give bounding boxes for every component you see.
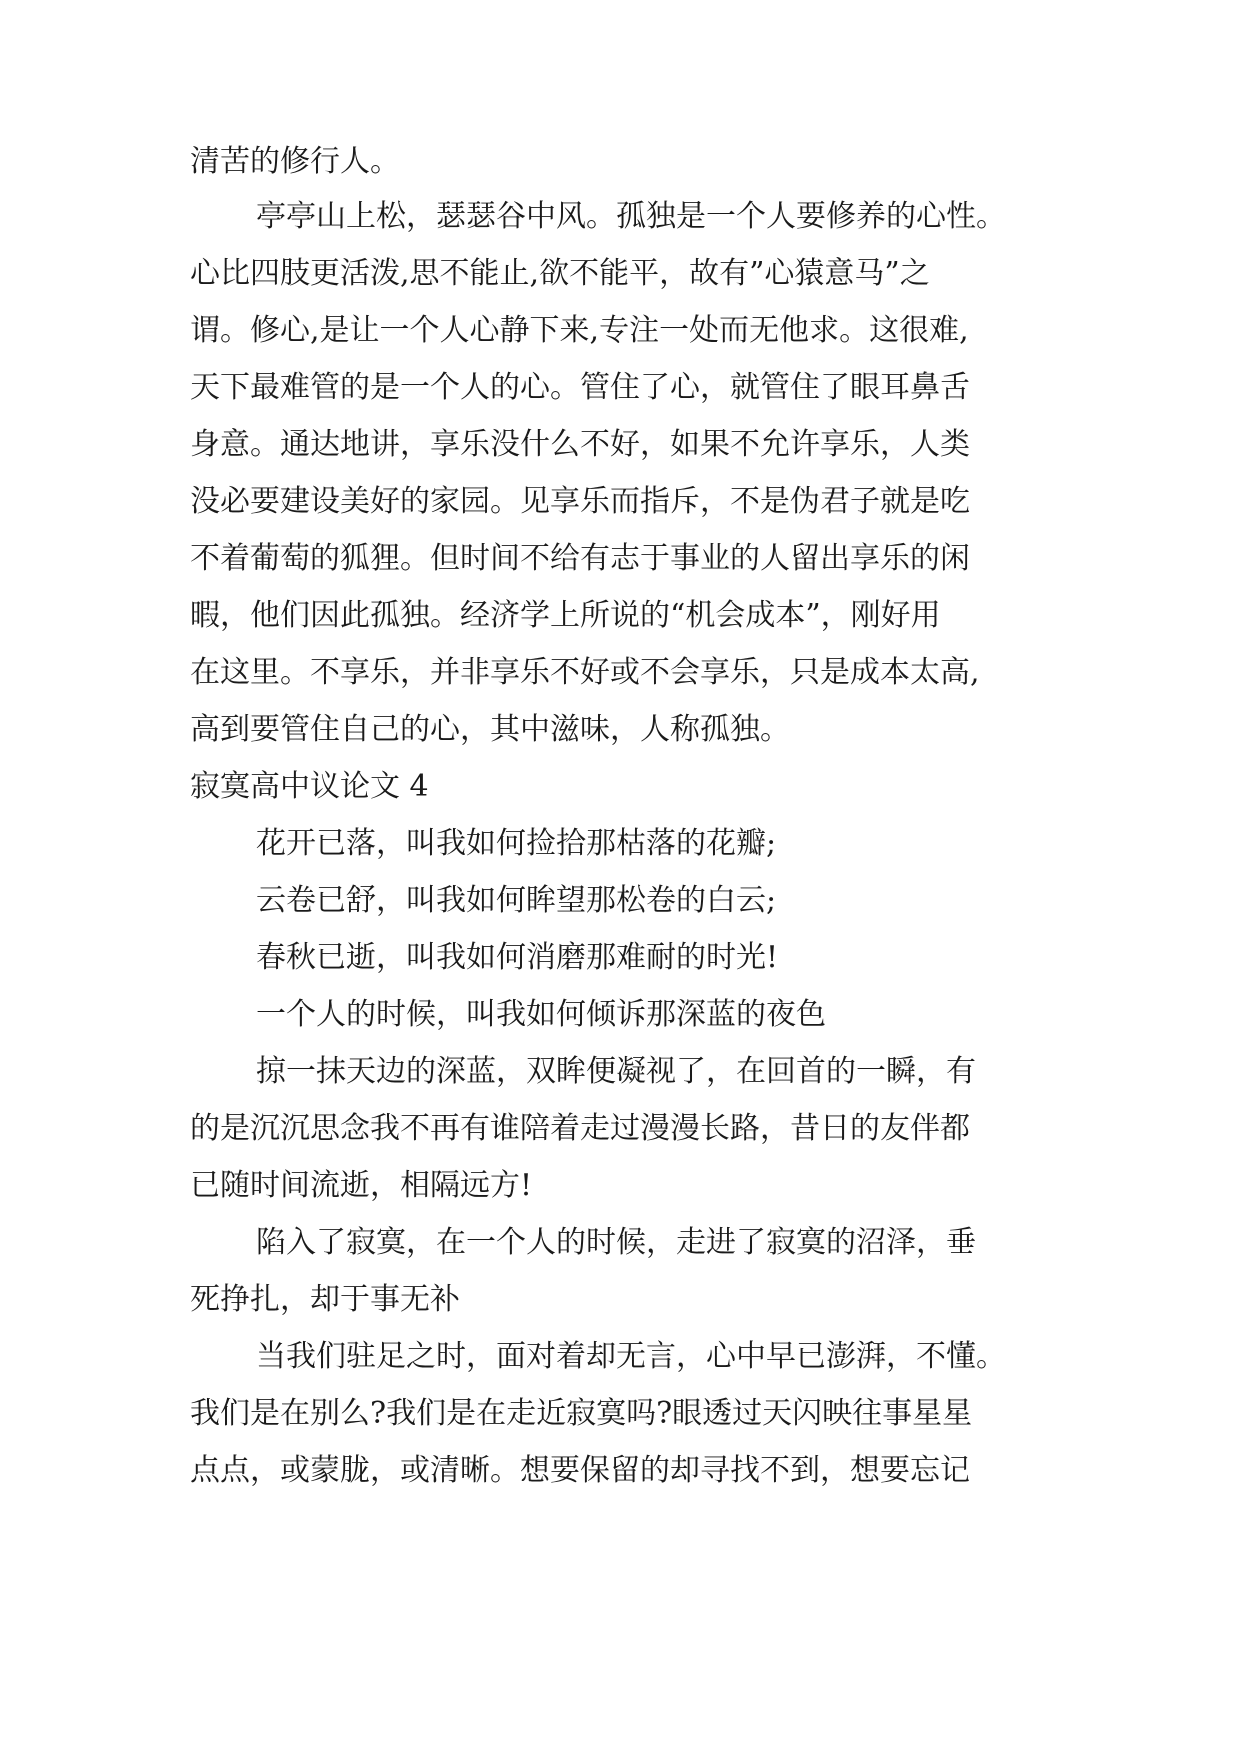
section-heading: 寂寞高中议论文 4 — [190, 769, 429, 804]
paragraph-line: 清苦的修行人。 — [190, 144, 400, 179]
poem-line: 云卷已舒，叫我如何眸望那松卷的白云; — [256, 883, 777, 918]
paragraph-line: 身意。通达地讲，享乐没什么不好，如果不允许享乐，人类 — [190, 427, 970, 462]
paragraph-line: 没必要建设美好的家园。见享乐而指斥，不是伪君子就是吃 — [190, 484, 970, 519]
paragraph-line: 天下最难管的是一个人的心。管住了心，就管住了眼耳鼻舌 — [190, 370, 970, 405]
paragraph-line: 心比四肢更活泼,思不能止,欲不能平，故有”心猿意马”之 — [190, 256, 930, 291]
paragraph-line: 我们是在别么?我们是在走近寂寞吗?眼透过天闪映往事星星 — [190, 1396, 973, 1431]
paragraph-line: 已随时间流逝，相隔远方! — [190, 1168, 533, 1203]
paragraph-line: 陷入了寂寞，在一个人的时候，走进了寂寞的沼泽，垂 — [256, 1225, 976, 1260]
paragraph-line: 死挣扎，却于事无补 — [190, 1282, 460, 1317]
paragraph-line: 暇，他们因此孤独。经济学上所说的“机会成本”，刚好用 — [190, 598, 941, 633]
paragraph-line: 点点，或蒙胧，或清晰。想要保留的却寻找不到，想要忘记 — [190, 1453, 970, 1488]
paragraph-line: 高到要管住自己的心，其中滋味，人称孤独。 — [190, 712, 790, 747]
poem-line: 春秋已逝，叫我如何消磨那难耐的时光! — [256, 940, 779, 975]
paragraph-line: 当我们驻足之时，面对着却无言，心中早已澎湃，不懂。 — [256, 1339, 1006, 1374]
paragraph-line: 亭亭山上松，瑟瑟谷中风。孤独是一个人要修养的心性。 — [256, 199, 1006, 234]
poem-line: 一个人的时候，叫我如何倾诉那深蓝的夜色 — [256, 997, 826, 1032]
paragraph-line: 谓。修心,是让一个人心静下来,专注一处而无他求。这很难, — [190, 313, 969, 348]
paragraph-line: 掠一抹天边的深蓝，双眸便凝视了，在回首的一瞬，有 — [256, 1054, 976, 1089]
paragraph-line: 不着葡萄的狐狸。但时间不给有志于事业的人留出享乐的闲 — [190, 541, 970, 576]
poem-line: 花开已落，叫我如何捡拾那枯落的花瓣; — [256, 826, 777, 861]
paragraph-line: 的是沉沉思念我不再有谁陪着走过漫漫长路，昔日的友伴都 — [190, 1111, 970, 1146]
paragraph-line: 在这里。不享乐，并非享乐不好或不会享乐，只是成本太高, — [190, 655, 980, 690]
